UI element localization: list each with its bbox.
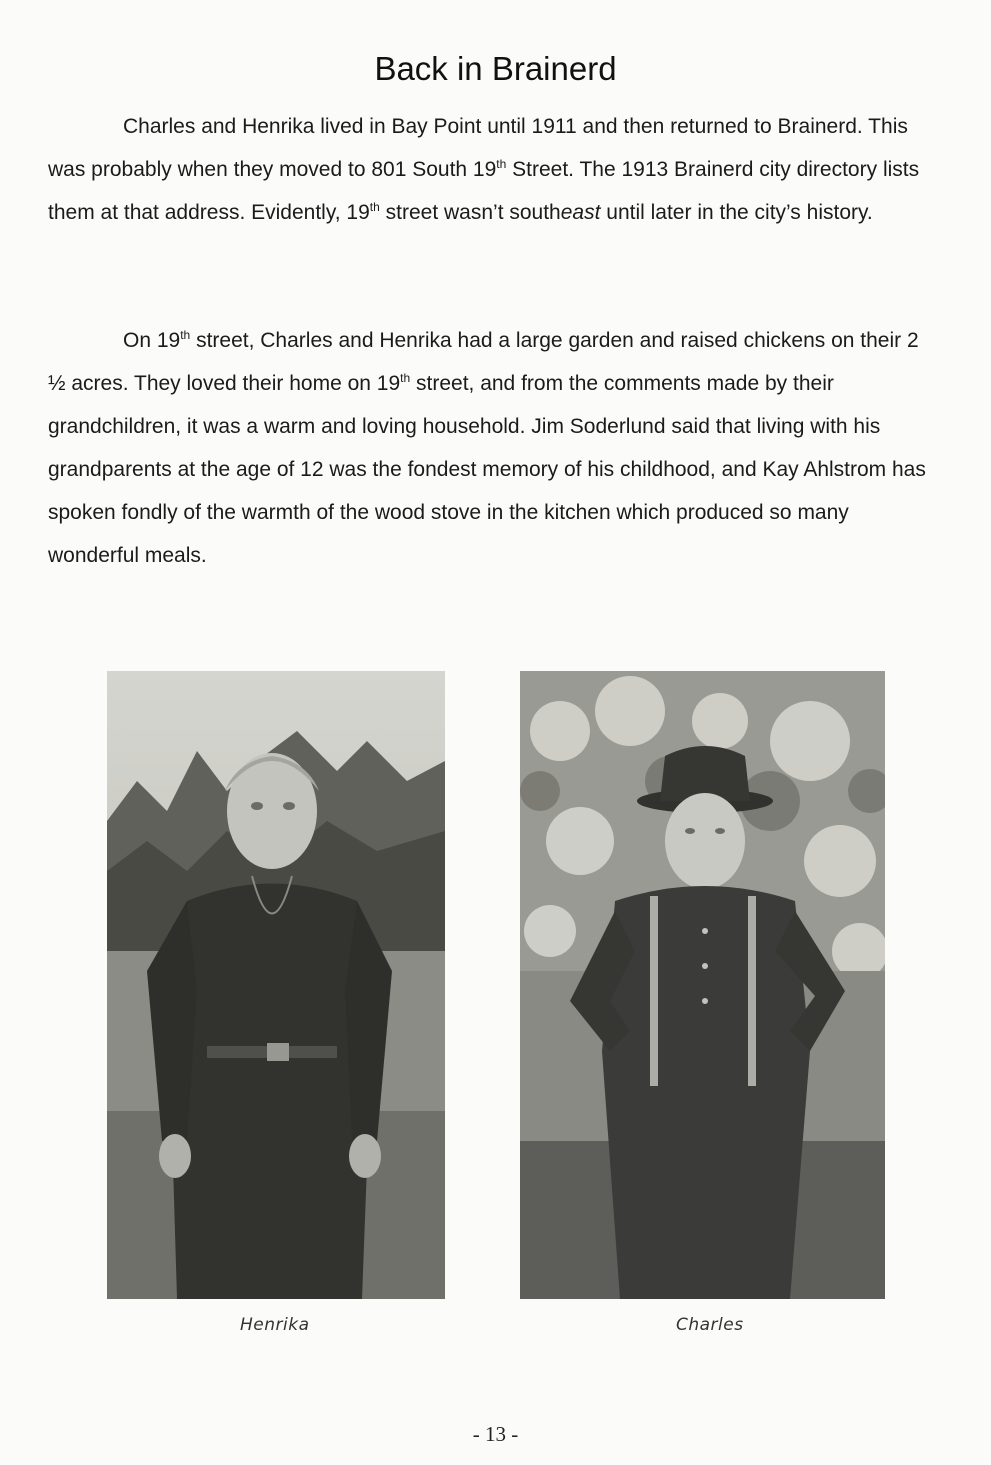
paragraph-1-text-c: street wasn’t south <box>379 201 561 224</box>
page-title: Back in Brainerd <box>374 50 617 88</box>
paragraph-1-text-b: Street. The 1913 Brainerd city directory lists them at that address. Evidently, 19 <box>48 158 920 224</box>
caption-charles: Charles <box>676 1315 744 1335</box>
paragraph-1 <box>48 105 938 234</box>
caption-henrika: Henrika <box>240 1315 310 1335</box>
superscript: th <box>400 371 411 385</box>
paragraph-2-text-b: street, Charles and Henrika had a large garden and raised chickens on their 2 ½ acres. They loved their home on 19 <box>48 329 919 395</box>
page-number: - 13 - <box>472 1422 519 1446</box>
superscript: th <box>180 328 191 342</box>
superscript: th <box>369 200 380 214</box>
paragraph-1-text-a: Charles and Henrika lived in Bay Point until 1911 and then returned to Brainerd. This was probably when they moved to 801 South 19 <box>48 115 908 181</box>
photo-charles <box>520 671 885 1299</box>
photo-henrika <box>107 671 445 1299</box>
superscript: th <box>496 157 507 171</box>
paragraph-2 <box>48 319 938 577</box>
paragraph-2-text-a: On 19 <box>123 329 181 352</box>
paragraph-2-text-c: street, and from the comments made by their grandchildren, it was a warm and loving household. Jim Soderlund said that living with his grandparents at the age of 12 was the fondest memory of his childhood, and Kay Ahlstrom has spoken fondly of the warmth of the wood stove in the kitchen which produced so many wonderful meals. <box>48 372 926 567</box>
photo-henrika-image <box>107 671 445 1299</box>
emphasis-text: east <box>560 201 601 224</box>
paragraph-1-text-d: until later in the city’s history. <box>600 201 873 224</box>
photo-charles-image <box>520 671 885 1299</box>
